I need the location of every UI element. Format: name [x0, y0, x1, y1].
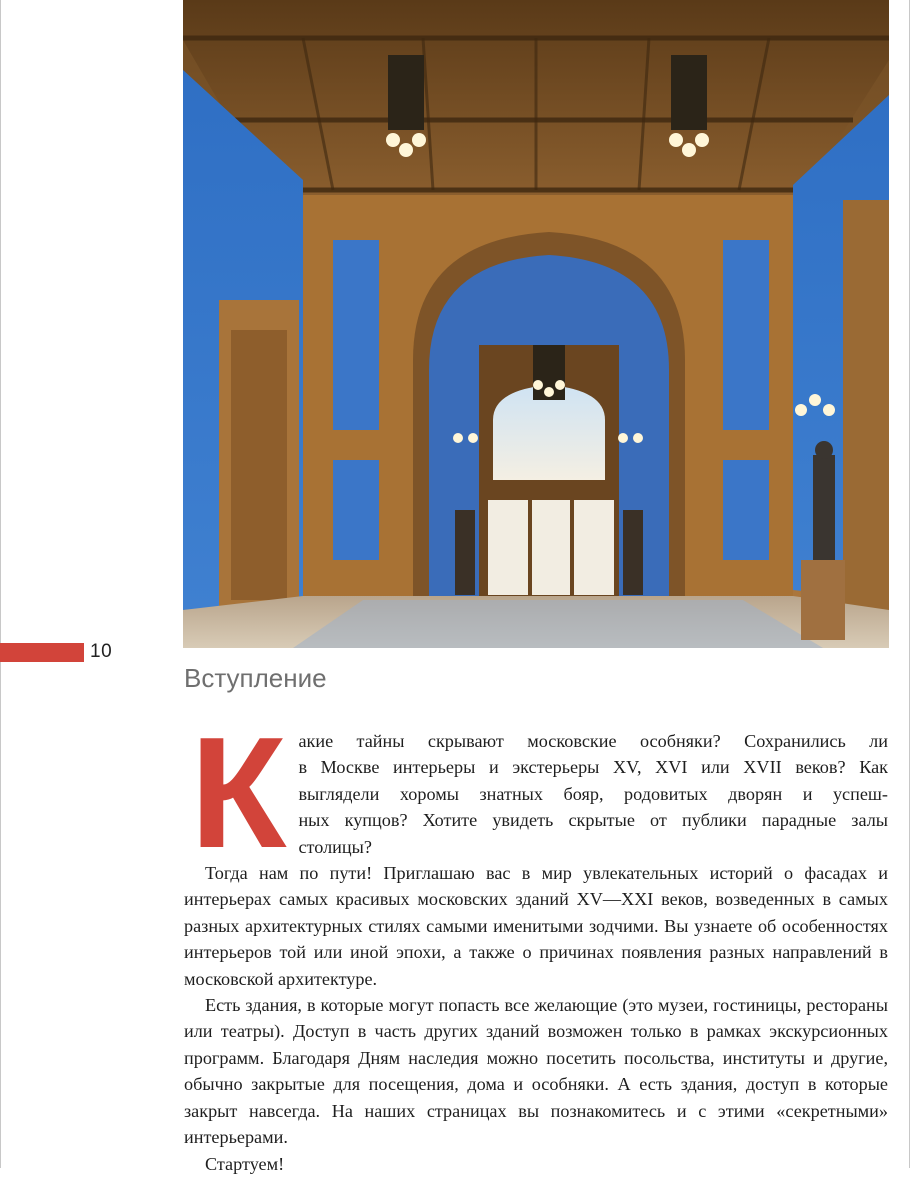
page-edge-right — [909, 0, 910, 1168]
intro-line: выглядели хоромы знатных бояр, родовитых дворян и успеш- — [298, 783, 888, 804]
body-paragraph: Есть здания, в которые могут попасть все желающие (это музеи, гостиницы, рестораны или театры). Доступ в часть других зданий возможен только в рамках экскурсионных программ. Благодаря Дням наследия можно посетить посольства, институты и другие, обычно закрытые для посещения, дома и особняки. А есть здания, доступ в которые закрыт навсегда. На наших страницах вы познакомитесь и с этими «секретными» интерьерами. — [184, 995, 888, 1148]
intro-line: в Москве интерьеры и экстерьеры XV, XVI или XVII веков? Как — [298, 757, 888, 778]
page-edge-left — [0, 0, 1, 1168]
body-text — [184, 705, 888, 1177]
gothic-hall-photo — [183, 0, 889, 648]
section-heading: Вступление — [184, 663, 327, 693]
drop-cap: К — [190, 705, 287, 881]
intro-line: акие тайны скрывают московские особняки? Сохранились ли — [298, 731, 888, 751]
intro-line: ных купцов? Хотите увидеть скрытые от публики парадные залы — [298, 810, 888, 831]
body-paragraph: Тогда нам по пути! Приглашаю вас в мир увлекательных историй о фасадах и интерьерах самых красивых московских зданий XV—XXI веков, возведенных в самых разных архитектурных стилях самыми именитыми зодчими. Вы узнаете об особенностях интерьеров той или иной эпохи, а также о причинах появления разных направлений в московской архитектуре. — [184, 863, 888, 989]
page-number: 10 — [90, 641, 113, 662]
body-paragraph: Стартуем! — [205, 1153, 285, 1174]
intro-line: столицы? — [298, 836, 372, 857]
page-number-marker — [0, 643, 84, 662]
